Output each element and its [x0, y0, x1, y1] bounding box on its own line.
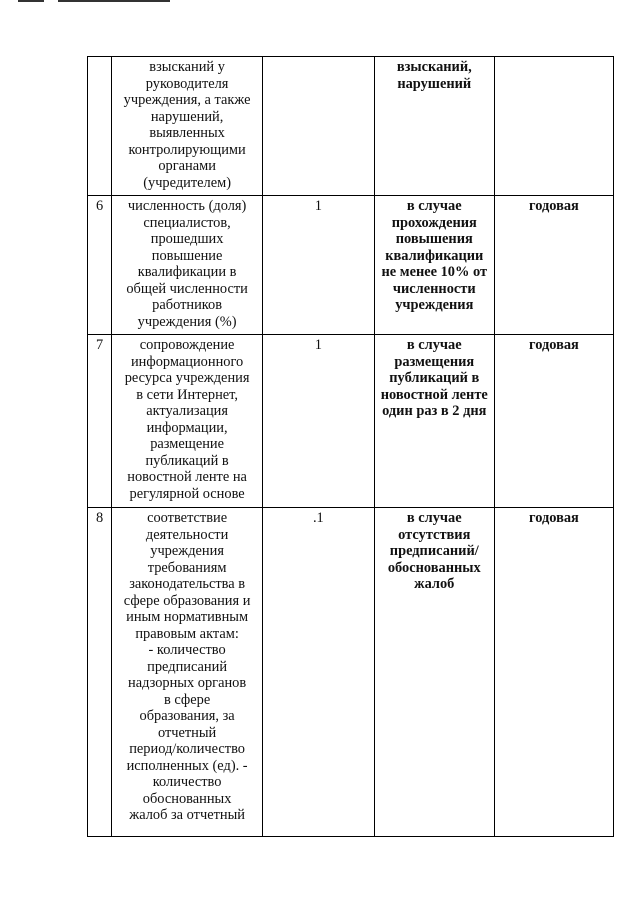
row-number-text: 8 — [96, 510, 104, 526]
row-number-text: 6 — [96, 198, 104, 214]
period-text: годовая — [529, 510, 579, 526]
row-number — [88, 335, 112, 508]
points-cell — [262, 335, 374, 508]
condition-text: взысканий, нарушений — [396, 59, 472, 92]
indicator-cell — [112, 196, 263, 335]
row-number — [88, 57, 112, 196]
period-cell — [494, 57, 613, 196]
criteria-table — [87, 56, 614, 837]
table-row — [88, 335, 614, 508]
row-number-text: 7 — [96, 337, 104, 353]
period-cell — [494, 335, 613, 508]
points-text: .1 — [312, 510, 324, 526]
period-text: годовая — [529, 337, 579, 353]
indicator-text: сопровождение информационного ресурса учреждения в сети Интернет, актуализация информации, размещение публикаций в новостной ленте на регулярной основе — [124, 337, 250, 502]
indicator-cell — [112, 508, 263, 837]
indicator-text: соответствие деятельности учреждения требованиям законодательства в сфере образования и иным нормативным правовым актам: - количество предписаний надзорных органов в сфере образования, за отчетный период/количество исполненных (ед). - количество обоснованных жалоб за отчетный — [123, 510, 251, 823]
condition-cell — [374, 335, 494, 508]
row-number — [88, 508, 112, 837]
points-cell — [262, 57, 374, 196]
indicator-text: численность (доля) специалистов, прошедших повышение квалификации в общей численности работников учреждения (%) — [126, 198, 248, 330]
points-text: 1 — [314, 337, 322, 353]
indicator-text: взысканий у руководителя учреждения, а также нарушений, выявленных контролирующими органами (учредителем) — [123, 59, 251, 191]
period-cell — [494, 196, 613, 335]
indicator-cell — [112, 335, 263, 508]
condition-text: в случае размещения публикаций в новостной ленте один раз в 2 дня — [380, 337, 488, 419]
condition-cell — [374, 508, 494, 837]
period-text: годовая — [529, 198, 579, 214]
row-number — [88, 196, 112, 335]
indicator-cell — [112, 57, 263, 196]
condition-text: в случае отсутствия предписаний/ обоснованных жалоб — [387, 510, 481, 592]
points-cell — [262, 508, 374, 837]
condition-cell — [374, 196, 494, 335]
table-row — [88, 196, 614, 335]
period-cell — [494, 508, 613, 837]
table-row — [88, 508, 614, 837]
points-text: 1 — [314, 198, 322, 214]
document-page — [87, 56, 614, 837]
top-rule-left — [18, 0, 44, 2]
points-cell — [262, 196, 374, 335]
condition-text: в случае прохождения повышения квалификации не менее 10% от численности учреждения — [381, 198, 488, 313]
condition-cell — [374, 57, 494, 196]
top-rule-right — [58, 0, 170, 2]
table-row — [88, 57, 614, 196]
